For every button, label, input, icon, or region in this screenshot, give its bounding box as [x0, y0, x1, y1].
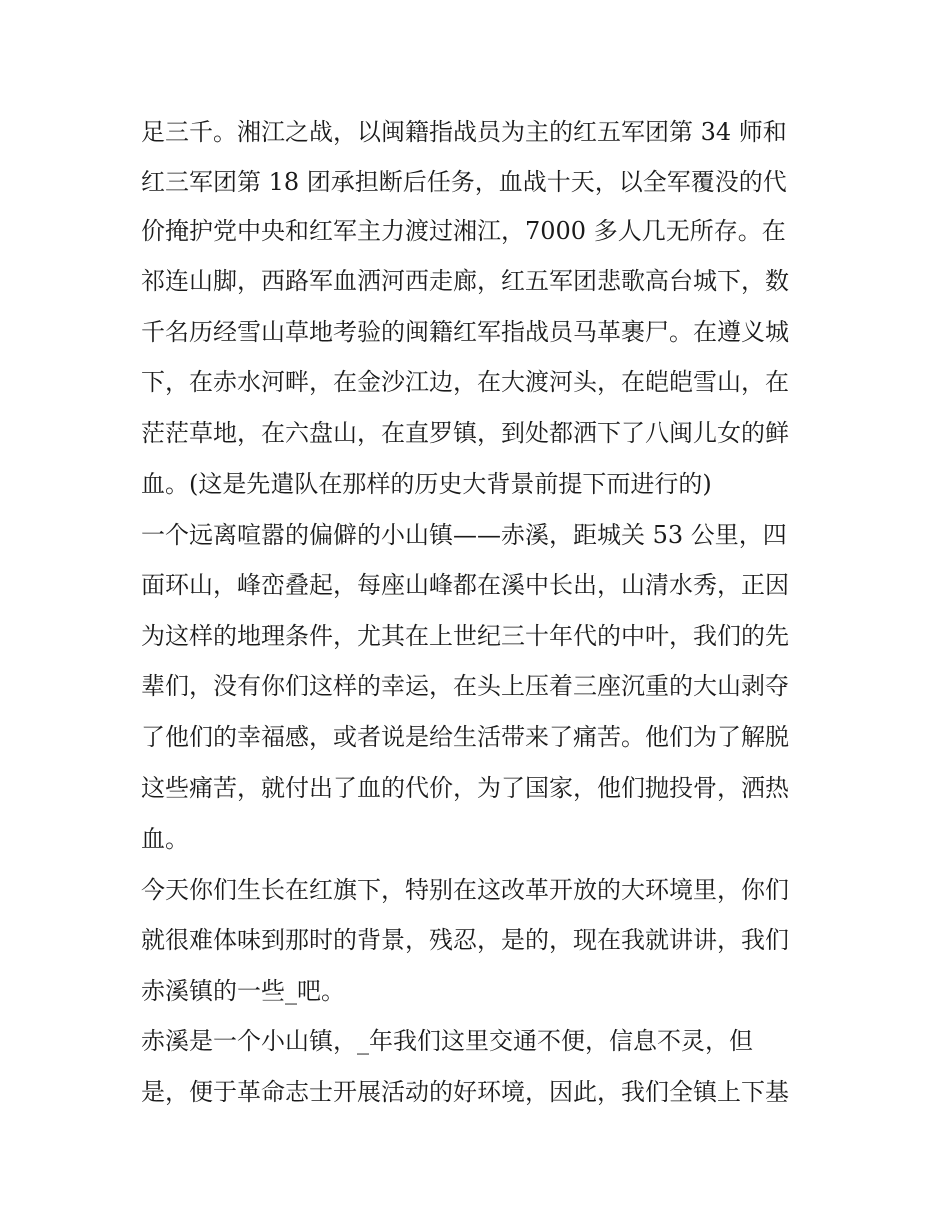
text-line: 赤溪是一个小山镇，_年我们这里交通不便，信息不灵，但: [141, 1027, 753, 1055]
text-line: 下，在赤水河畔，在金沙江边，在大渡河头，在皑皑雪山，在: [141, 368, 789, 396]
text-line: 辈们，没有你们这样的幸运，在头上压着三座沉重的大山剥夺: [141, 672, 789, 700]
text-line: 血。(这是先遣队在那样的历史大背景前提下而进行的): [141, 470, 712, 498]
text-line: 价掩护党中央和红军主力渡过湘江，7000 多人几无所存。在: [141, 217, 786, 245]
text-line: 血。: [141, 825, 189, 853]
text-line: 面环山，峰峦叠起，每座山峰都在溪中长出，山清水秀，正因: [141, 571, 789, 599]
text-line: 茫茫草地，在六盘山，在直罗镇，到处都洒下了八闽儿女的鲜: [141, 419, 789, 447]
text-line: 足三千。湘江之战，以闽籍指战员为主的红五军团第 34 师和: [141, 118, 787, 146]
text-line: 就很难体味到那时的背景，残忍，是的，现在我就讲讲，我们: [141, 926, 789, 954]
text-line: 千名历经雪山草地考验的闽籍红军指战员马革裹尸。在遵义城: [141, 318, 789, 346]
text-line: 是，便于革命志士开展活动的好环境，因此，我们全镇上下基: [141, 1078, 789, 1106]
text-line: 一个远离喧嚣的偏僻的小山镇——赤溪，距城关 53 公里，四: [141, 521, 787, 549]
text-line: 今天你们生长在红旗下，特别在这改革开放的大环境里，你们: [141, 876, 789, 904]
text-line: 这些痛苦，就付出了血的代价，为了国家，他们抛投骨，洒热: [141, 774, 789, 802]
text-line: 祁连山脚，西路军血洒河西走廊，红五军团悲歌高台城下，数: [141, 267, 789, 295]
text-line: 为这样的地理条件，尤其在上世纪三十年代的中叶，我们的先: [141, 622, 789, 650]
text-line: 赤溪镇的一些_吧。: [141, 977, 345, 1005]
text-line: 了他们的幸福感，或者说是给生活带来了痛苦。他们为了解脱: [141, 723, 789, 751]
text-line: 红三军团第 18 团承担断后任务，血战十天，以全军覆没的代: [141, 168, 787, 196]
